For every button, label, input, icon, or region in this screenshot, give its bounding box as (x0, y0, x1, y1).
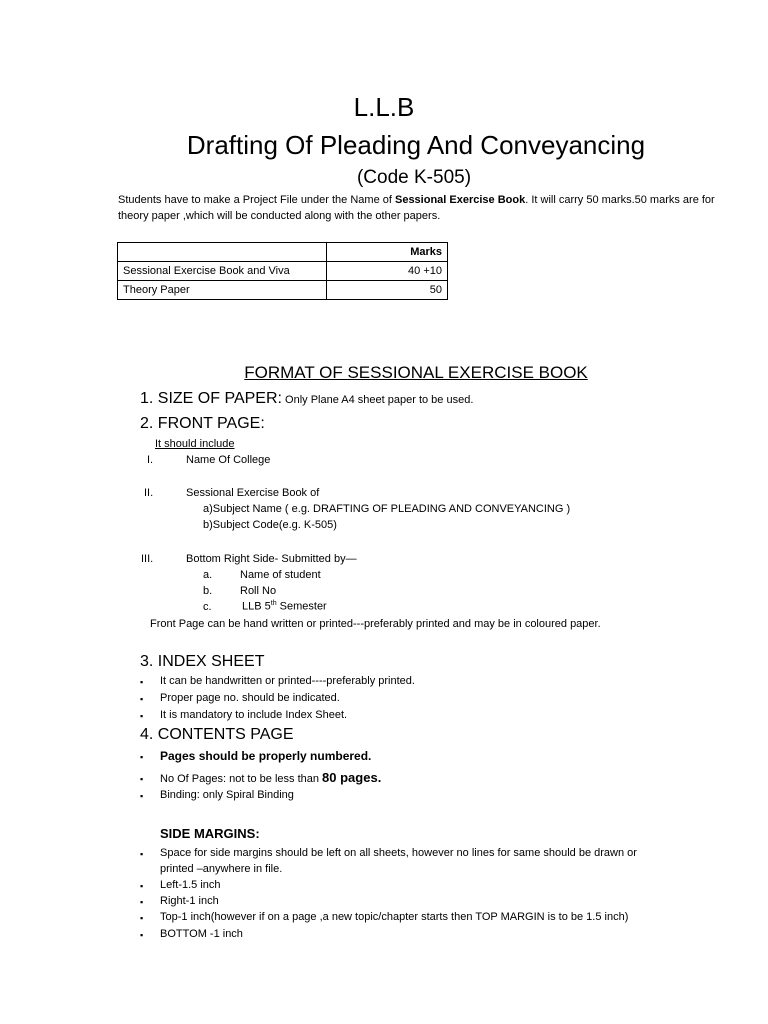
list-item: BOTTOM -1 inch (160, 928, 243, 940)
semester-sup: th (270, 600, 277, 607)
bullet-icon: ▪ (140, 881, 144, 891)
intro-text-2: . It will carry 50 marks.50 marks are for theory paper ,which will be conducted along with the other papers. (118, 194, 715, 222)
table-header-row (118, 243, 448, 262)
list-item (160, 770, 381, 785)
section-note: Only Plane A4 sheet paper to be used. (281, 394, 474, 406)
front-page-note: Front Page can be hand written or printed---preferably printed and may be in coloured paper. (150, 618, 601, 630)
list-item: It can be handwritten or printed----preferably printed. (160, 675, 415, 687)
table-cell-label: Sessional Exercise Book and Viva (118, 262, 327, 281)
list-subitem (242, 600, 327, 613)
intro-paragraph (118, 192, 718, 224)
list-item: Sessional Exercise Book of (186, 487, 320, 499)
list-num: III. (141, 553, 154, 565)
list-subitem: Roll No (240, 585, 277, 597)
section-index-sheet-title: 3. INDEX SHEET (140, 653, 265, 670)
bullet-icon: ▪ (140, 711, 144, 721)
bullet-icon: ▪ (140, 752, 144, 762)
bullet-icon: ▪ (140, 677, 144, 687)
table-row (118, 281, 448, 300)
semester-text: LLB 5 (242, 600, 271, 613)
section-front-page-title: 2. FRONT PAGE: (140, 415, 265, 432)
section-size-of-paper (140, 390, 473, 408)
list-item: Left-1.5 inch (160, 879, 221, 891)
marks-table (117, 242, 448, 300)
side-margins-title: SIDE MARGINS: (160, 826, 260, 841)
list-item: Proper page no. should be indicated. (160, 692, 340, 704)
list-item: It is mandatory to include Index Sheet. (160, 709, 348, 721)
list-subitem: b)Subject Code(e.g. K-505) (203, 519, 337, 531)
title-code: (Code K-505) (356, 167, 472, 188)
list-num: I. (147, 454, 154, 466)
semester-text-post: Semester (276, 600, 327, 613)
format-heading: FORMAT OF SESSIONAL EXERCISE BOOK (244, 363, 588, 382)
list-item: Space for side margins should be left on all sheets, however no lines for same should be drawn or (160, 847, 637, 859)
list-letter: a. (203, 569, 213, 581)
list-item: Right-1 inch (160, 895, 219, 907)
front-page-subhead: It should include (155, 438, 235, 450)
list-item: Top-1 inch(however if on a page ,a new topic/chapter starts then TOP MARGIN is to be 1.5 inch) (160, 911, 629, 923)
table-cell-label: Theory Paper (118, 281, 327, 300)
list-item-continued: printed –anywhere in file. (160, 863, 283, 875)
list-subitem: Name of student (240, 569, 321, 581)
list-letter: c. (203, 601, 212, 613)
table-row (118, 262, 448, 281)
bullet-icon: ▪ (140, 694, 144, 704)
table-header-marks: Marks (327, 243, 448, 262)
section-contents-page-title: 4. CONTENTS PAGE (140, 726, 294, 743)
list-num: II. (144, 487, 154, 499)
list-letter: b. (203, 585, 213, 597)
bullet-icon: ▪ (140, 774, 144, 784)
list-subitem: a)Subject Name ( e.g. DRAFTING OF PLEADING AND CONVEYANCING ) (203, 503, 571, 515)
section-title: 1. SIZE OF PAPER: (140, 390, 282, 407)
list-item: Pages should be properly numbered. (160, 749, 372, 763)
intro-bold: Sessional Exercise Book (394, 194, 526, 206)
bullet-icon: ▪ (140, 930, 144, 940)
intro-text-1: Students have to make a Project File under the Name of (118, 194, 395, 206)
title-subject: Drafting Of Pleading And Conveyancing (186, 130, 646, 160)
bullet-icon: ▪ (140, 849, 144, 859)
bullet-icon: ▪ (140, 897, 144, 907)
list-item: Binding: only Spiral Binding (160, 789, 294, 801)
bullet-icon: ▪ (140, 791, 144, 801)
list-item: Name Of College (186, 454, 271, 466)
bullet-icon: ▪ (140, 913, 144, 923)
list-item: Bottom Right Side- Submitted by— (186, 553, 357, 565)
title-llb: L.L.B (353, 92, 415, 122)
table-cell-value: 50 (327, 281, 448, 300)
pages-bold: 80 pages. (322, 770, 382, 785)
pages-text: No Of Pages: not to be less than (160, 773, 323, 785)
table-cell-value: 40 +10 (327, 262, 448, 281)
table-header-empty (118, 243, 327, 262)
